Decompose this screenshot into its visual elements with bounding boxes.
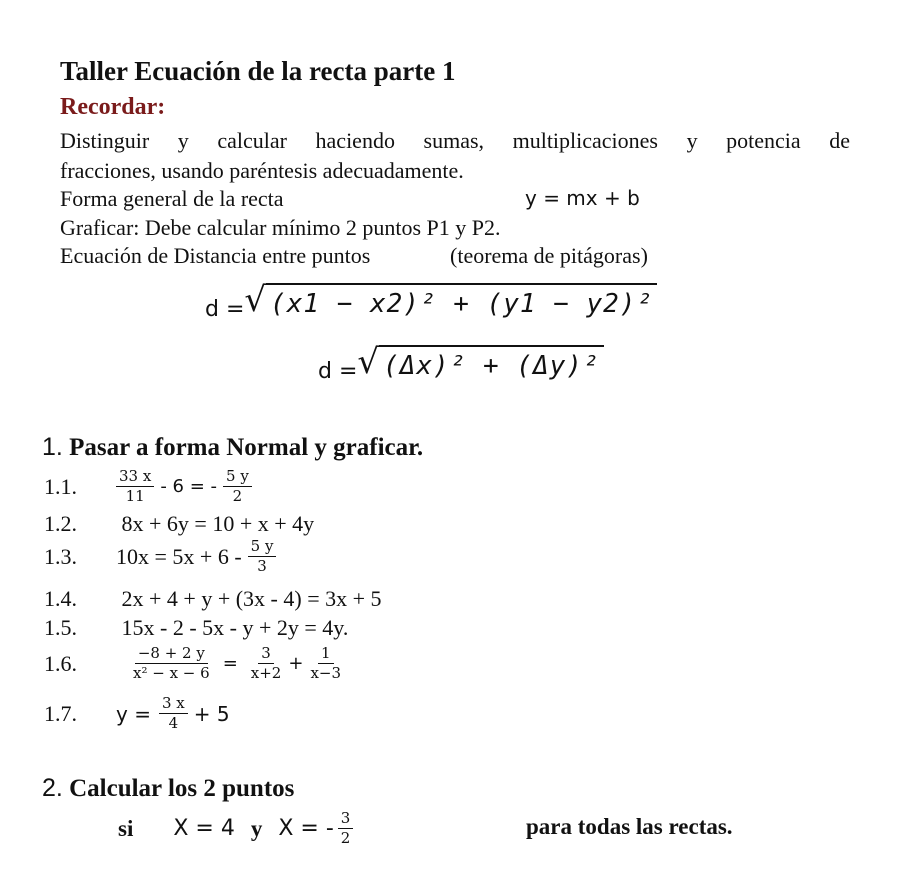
formula-1-radicand: (x1 − x2)² + (y1 − y2)²: [266, 283, 657, 319]
equals-sign: =: [222, 653, 238, 675]
fraction: [248, 645, 285, 683]
exercise-1-2: [44, 511, 314, 537]
formula-2-radicand: (Δx)² + (Δy)²: [379, 345, 604, 381]
exercise-label: 1.3.: [44, 543, 77, 569]
exercise-1-3: [44, 538, 276, 576]
numerator: 3: [258, 645, 274, 664]
forma-general-label: Forma general de la recta: [60, 186, 284, 211]
denominator: 11: [125, 487, 145, 506]
exercise-label: 1.6.: [44, 650, 77, 676]
exercise-label: 1.4.: [44, 586, 77, 611]
denominator: 4: [168, 714, 179, 733]
exercise-label: 1.1.: [44, 473, 77, 499]
section-2-title: Calcular los 2 puntos: [69, 775, 295, 802]
exercise-text: 10x = 5x + 6 -: [116, 543, 242, 569]
denominator: 2: [232, 487, 243, 506]
numerator: 33 x: [116, 468, 154, 487]
exercise-text: 8x + 6y = 10 + x + 4y: [121, 511, 315, 536]
section-2-heading: [42, 774, 294, 803]
exercise-text: y =: [116, 701, 151, 726]
exercise-1-1: [44, 468, 252, 506]
section-2-points: [118, 810, 353, 848]
si-word: si: [118, 815, 134, 841]
fraction: [248, 538, 277, 576]
exercise-mid: - 6 = -: [160, 476, 218, 498]
numerator: 5 y: [223, 468, 252, 487]
exercise-label: 1.7.: [44, 700, 77, 726]
fraction: [130, 645, 213, 683]
exercise-tail: + 5: [193, 701, 230, 726]
fraction: [338, 810, 354, 848]
denominator: 2: [340, 829, 351, 848]
recordar-heading: Recordar:: [60, 94, 166, 120]
denominator: x−3: [310, 664, 342, 683]
y-word: y: [250, 815, 263, 841]
numerator: 3: [338, 810, 354, 829]
distance-formula-1: [205, 280, 657, 322]
numerator: 3 x: [159, 695, 188, 714]
section-2-number: 2.: [42, 774, 63, 802]
exercise-label: 1.2.: [44, 511, 77, 536]
teorema-text: (teorema de pitágoras): [450, 243, 648, 268]
recordar-line2: fracciones, usando paréntesis adecuadamente.: [60, 158, 464, 183]
section-1-title: Pasar a forma Normal y graficar.: [69, 434, 424, 461]
distance-formula-2: [318, 342, 604, 384]
fraction: [116, 468, 154, 506]
exercise-1-4: [44, 586, 382, 612]
fraction: [307, 645, 344, 683]
x-value-2: X = -: [278, 816, 334, 842]
d-label-2: d =: [318, 359, 358, 384]
numerator: 5 y: [248, 538, 277, 557]
forma-general-equation: y = mx + b: [525, 186, 640, 210]
section-1-number: 1.: [42, 433, 63, 461]
exercise-1-6: [44, 645, 344, 683]
exercise-1-5: [44, 615, 348, 641]
denominator: 3: [257, 557, 267, 576]
para-todas-text: para todas las rectas.: [526, 814, 733, 839]
recordar-line1: Distinguir y calcular haciendo sumas, multiplicaciones y potencia de: [60, 128, 850, 153]
exercise-1-7: [44, 695, 230, 733]
page-title: Taller Ecuación de la recta parte 1: [60, 56, 456, 86]
d-label: d =: [205, 297, 245, 322]
fraction: [223, 468, 252, 506]
x-value-1: X = 4: [173, 816, 235, 842]
graficar-text: Graficar: Debe calcular mínimo 2 puntos P1 y P2.: [60, 215, 501, 240]
numerator: 1: [318, 645, 334, 664]
denominator: x² − x − 6: [133, 664, 210, 683]
section-1-heading: [42, 433, 423, 462]
exercise-text: 2x + 4 + y + (3x - 4) = 3x + 5: [121, 586, 382, 611]
sqrt-icon: √: [357, 342, 380, 382]
exercise-text: 15x - 2 - 5x - y + 2y = 4y.: [121, 615, 349, 640]
fraction: [159, 695, 188, 733]
numerator: −8 + 2 y: [135, 645, 208, 664]
distancia-text: Ecuación de Distancia entre puntos: [60, 243, 371, 268]
plus-sign: +: [288, 653, 304, 675]
exercise-label: 1.5.: [44, 615, 77, 640]
sqrt-icon: √: [244, 280, 267, 320]
denominator: x+2: [250, 664, 282, 683]
